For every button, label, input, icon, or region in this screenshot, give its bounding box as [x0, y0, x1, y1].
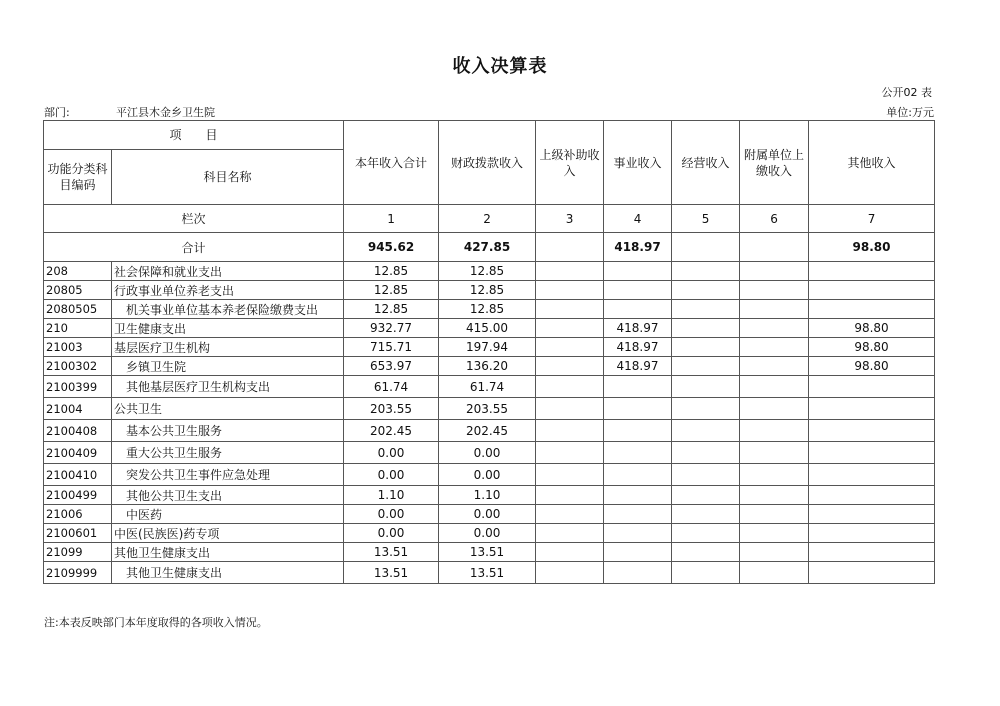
row-business — [604, 486, 672, 505]
total-label: 合计 — [44, 233, 344, 262]
department-row — [44, 104, 934, 120]
row-other — [809, 486, 935, 505]
row-fiscal: 1.10 — [439, 486, 536, 505]
row-total: 0.00 — [344, 505, 439, 524]
row-operating — [672, 464, 740, 486]
row-name: 其他公共卫生支出 — [112, 486, 344, 505]
table-row — [44, 442, 935, 464]
row-business — [604, 420, 672, 442]
row-fiscal: 197.94 — [439, 338, 536, 357]
header-fiscal-revenue: 财政拨款收入 — [439, 121, 536, 205]
row-total: 0.00 — [344, 442, 439, 464]
row-operating — [672, 281, 740, 300]
total-cell: 945.62 — [344, 233, 439, 262]
row-name: 卫生健康支出 — [112, 319, 344, 338]
row-affiliate — [740, 420, 809, 442]
column-index: 6 — [740, 205, 809, 233]
row-operating — [672, 262, 740, 281]
row-name: 基本公共卫生服务 — [112, 420, 344, 442]
row-name: 其他卫生健康支出 — [112, 543, 344, 562]
column-index: 4 — [604, 205, 672, 233]
row-operating — [672, 338, 740, 357]
table-row — [44, 319, 935, 338]
row-superior — [536, 505, 604, 524]
table-row — [44, 281, 935, 300]
row-total: 12.85 — [344, 262, 439, 281]
row-other: 98.80 — [809, 319, 935, 338]
row-name: 基层医疗卫生机构 — [112, 338, 344, 357]
row-name: 乡镇卫生院 — [112, 357, 344, 376]
row-business — [604, 281, 672, 300]
row-other — [809, 442, 935, 464]
row-code: 2100399 — [44, 376, 112, 398]
row-total: 0.00 — [344, 524, 439, 543]
column-index: 3 — [536, 205, 604, 233]
row-name: 社会保障和就业支出 — [112, 262, 344, 281]
row-affiliate — [740, 300, 809, 319]
total-cell: 98.80 — [809, 233, 935, 262]
row-code: 2100409 — [44, 442, 112, 464]
revenue-table — [43, 120, 935, 584]
row-other — [809, 398, 935, 420]
row-total: 203.55 — [344, 398, 439, 420]
table-row — [44, 300, 935, 319]
header-business-revenue: 事业收入 — [604, 121, 672, 205]
row-name: 公共卫生 — [112, 398, 344, 420]
row-fiscal: 13.51 — [439, 543, 536, 562]
row-other: 98.80 — [809, 357, 935, 376]
row-total: 13.51 — [344, 562, 439, 584]
row-code: 208 — [44, 262, 112, 281]
row-operating — [672, 442, 740, 464]
row-superior — [536, 486, 604, 505]
row-business — [604, 376, 672, 398]
header-operating-revenue: 经营收入 — [672, 121, 740, 205]
row-fiscal: 415.00 — [439, 319, 536, 338]
row-total: 653.97 — [344, 357, 439, 376]
row-total: 12.85 — [344, 300, 439, 319]
unit-label: 单位:万元 — [886, 106, 934, 119]
row-superior — [536, 300, 604, 319]
row-total: 0.00 — [344, 464, 439, 486]
row-affiliate — [740, 442, 809, 464]
row-affiliate — [740, 357, 809, 376]
row-code: 210 — [44, 319, 112, 338]
row-superior — [536, 357, 604, 376]
column-index: 1 — [344, 205, 439, 233]
row-code: 2100408 — [44, 420, 112, 442]
table-row — [44, 357, 935, 376]
row-business — [604, 300, 672, 319]
row-business — [604, 464, 672, 486]
row-operating — [672, 300, 740, 319]
row-affiliate — [740, 338, 809, 357]
row-name: 行政事业单位养老支出 — [112, 281, 344, 300]
total-cell — [536, 233, 604, 262]
form-code: 公开02 表 — [881, 86, 932, 99]
row-fiscal: 202.45 — [439, 420, 536, 442]
row-code: 21099 — [44, 543, 112, 562]
row-operating — [672, 562, 740, 584]
row-business: 418.97 — [604, 338, 672, 357]
header-superior-subsidy: 上级补助收入 — [536, 121, 604, 205]
header-function-code: 功能分类科目编码 — [44, 150, 112, 205]
row-business — [604, 524, 672, 543]
row-code: 2100302 — [44, 357, 112, 376]
row-operating — [672, 486, 740, 505]
row-other — [809, 562, 935, 584]
row-superior — [536, 420, 604, 442]
row-other — [809, 300, 935, 319]
row-business — [604, 505, 672, 524]
row-other — [809, 376, 935, 398]
row-affiliate — [740, 376, 809, 398]
header-other-revenue: 其他收入 — [809, 121, 935, 205]
row-name: 中医药 — [112, 505, 344, 524]
row-other — [809, 543, 935, 562]
table-row — [44, 543, 935, 562]
row-fiscal: 0.00 — [439, 505, 536, 524]
row-operating — [672, 319, 740, 338]
department-label: 部门: — [44, 106, 70, 119]
table-row — [44, 505, 935, 524]
row-affiliate — [740, 543, 809, 562]
row-superior — [536, 562, 604, 584]
total-cell: 418.97 — [604, 233, 672, 262]
row-other — [809, 505, 935, 524]
row-code: 2100499 — [44, 486, 112, 505]
header-affiliate-revenue: 附属单位上缴收入 — [740, 121, 809, 205]
row-superior — [536, 262, 604, 281]
row-fiscal: 203.55 — [439, 398, 536, 420]
row-name: 其他卫生健康支出 — [112, 562, 344, 584]
row-affiliate — [740, 505, 809, 524]
row-code: 20805 — [44, 281, 112, 300]
row-superior — [536, 338, 604, 357]
row-code: 21004 — [44, 398, 112, 420]
table-row — [44, 524, 935, 543]
row-business: 418.97 — [604, 319, 672, 338]
row-total: 715.71 — [344, 338, 439, 357]
row-superior — [536, 464, 604, 486]
row-other: 98.80 — [809, 338, 935, 357]
row-business — [604, 543, 672, 562]
row-code: 2100410 — [44, 464, 112, 486]
row-name: 突发公共卫生事件应急处理 — [112, 464, 344, 486]
row-code: 2080505 — [44, 300, 112, 319]
row-operating — [672, 524, 740, 543]
table-row — [44, 398, 935, 420]
row-other — [809, 524, 935, 543]
row-other — [809, 281, 935, 300]
row-name: 机关事业单位基本养老保险缴费支出 — [112, 300, 344, 319]
table-row — [44, 420, 935, 442]
row-business — [604, 262, 672, 281]
row-affiliate — [740, 262, 809, 281]
row-fiscal: 0.00 — [439, 442, 536, 464]
table-row — [44, 262, 935, 281]
table-row — [44, 376, 935, 398]
table-row — [44, 562, 935, 584]
table-row — [44, 486, 935, 505]
row-fiscal: 0.00 — [439, 524, 536, 543]
total-cell — [740, 233, 809, 262]
total-row — [44, 233, 935, 262]
row-superior — [536, 524, 604, 543]
table-row — [44, 338, 935, 357]
row-affiliate — [740, 464, 809, 486]
row-affiliate — [740, 486, 809, 505]
page-title: 收入决算表 — [452, 56, 548, 77]
department-name: 平江县木金乡卫生院 — [116, 106, 215, 119]
total-cell: 427.85 — [439, 233, 536, 262]
row-superior — [536, 319, 604, 338]
row-business — [604, 398, 672, 420]
row-affiliate — [740, 319, 809, 338]
table-row — [44, 464, 935, 486]
row-name: 中医(民族医)药专项 — [112, 524, 344, 543]
row-code: 21006 — [44, 505, 112, 524]
row-operating — [672, 357, 740, 376]
row-fiscal: 136.20 — [439, 357, 536, 376]
row-operating — [672, 505, 740, 524]
row-code: 2109999 — [44, 562, 112, 584]
row-total: 61.74 — [344, 376, 439, 398]
row-total: 13.51 — [344, 543, 439, 562]
row-affiliate — [740, 281, 809, 300]
row-code: 21003 — [44, 338, 112, 357]
row-fiscal: 12.85 — [439, 262, 536, 281]
row-affiliate — [740, 524, 809, 543]
row-superior — [536, 543, 604, 562]
row-business: 418.97 — [604, 357, 672, 376]
column-index: 2 — [439, 205, 536, 233]
column-index: 7 — [809, 205, 935, 233]
row-fiscal: 12.85 — [439, 281, 536, 300]
row-other — [809, 464, 935, 486]
row-total: 12.85 — [344, 281, 439, 300]
row-operating — [672, 420, 740, 442]
row-business — [604, 442, 672, 464]
row-business — [604, 562, 672, 584]
row-fiscal: 0.00 — [439, 464, 536, 486]
row-other — [809, 262, 935, 281]
row-name: 重大公共卫生服务 — [112, 442, 344, 464]
row-total: 202.45 — [344, 420, 439, 442]
row-fiscal: 13.51 — [439, 562, 536, 584]
row-name: 其他基层医疗卫生机构支出 — [112, 376, 344, 398]
row-code: 2100601 — [44, 524, 112, 543]
column-index: 5 — [672, 205, 740, 233]
row-superior — [536, 281, 604, 300]
row-operating — [672, 376, 740, 398]
row-fiscal: 12.85 — [439, 300, 536, 319]
row-fiscal: 61.74 — [439, 376, 536, 398]
row-superior — [536, 442, 604, 464]
total-cell — [672, 233, 740, 262]
row-operating — [672, 398, 740, 420]
table-note: 注:本表反映部门本年度取得的各项收入情况。 — [44, 616, 268, 629]
header-total-revenue: 本年收入合计 — [344, 121, 439, 205]
row-affiliate — [740, 562, 809, 584]
row-total: 932.77 — [344, 319, 439, 338]
row-other — [809, 420, 935, 442]
row-affiliate — [740, 398, 809, 420]
row-superior — [536, 398, 604, 420]
row-superior — [536, 376, 604, 398]
header-item: 项 目 — [44, 121, 344, 150]
row-operating — [672, 543, 740, 562]
header-subject-name: 科目名称 — [112, 150, 344, 205]
header-column-index-label: 栏次 — [44, 205, 344, 233]
row-total: 1.10 — [344, 486, 439, 505]
